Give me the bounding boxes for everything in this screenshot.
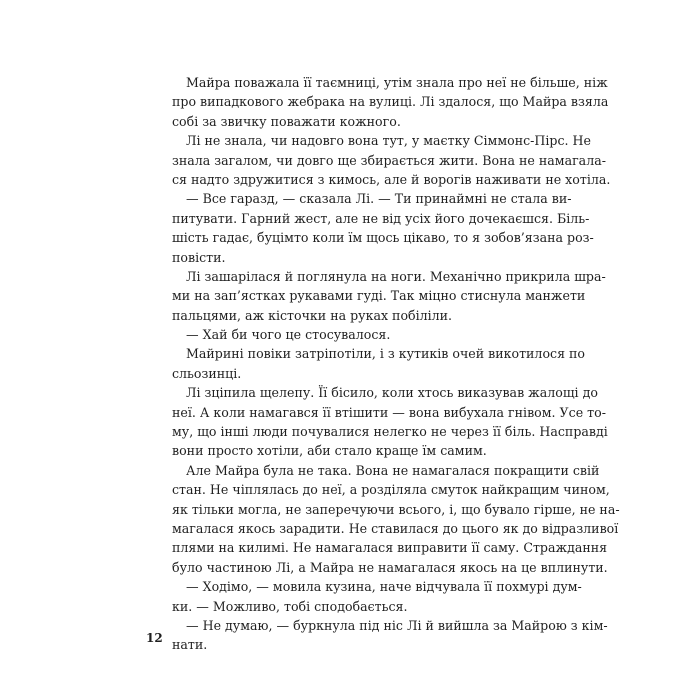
text-line: неї. А коли намагався її втішити — вона вибухала гнівом. Усе то- — [172, 404, 606, 420]
text-line: ми на зап’ястках рукавами гуді. Так міцно стиснула манжети — [172, 288, 586, 304]
text-line: Лі не знала, чи надовго вона тут, у маєтку Сіммонс-Пірс. Не — [186, 133, 591, 149]
text-line: про випадкового жебрака на вулиці. Лі здалося, що Майра взяла — [172, 94, 609, 110]
text-line: питувати. Гарний жест, але не від усіх його дочекаєшся. Біль- — [172, 210, 590, 226]
text-line: магалася якось зарадити. Не ставилася до цього як до відразливої — [172, 520, 619, 536]
text-line: ки. — Можливо, тобі сподобається. — [172, 598, 408, 614]
text-line: вони просто хотіли, аби стало краще їм самим. — [172, 443, 487, 459]
text-line: собі за звичку поважати кожного. — [172, 113, 401, 129]
body-text — [172, 73, 620, 655]
text-line: — Не думаю, — буркнула під ніс Лі й вийшла за Майрою з кім- — [186, 617, 608, 633]
text-line: Лі зашарілася й поглянула на ноги. Механічно прикрила шра- — [186, 268, 606, 284]
text-line: нати. — [172, 637, 208, 653]
text-line: стан. Не чіплялась до неї, а розділяла смуток найкращим чином, — [172, 482, 610, 498]
text-line: Лі зціпила щелепу. Її бісило, коли хтось виказував жалощі до — [186, 385, 598, 401]
text-line: знала загалом, чи довго ще збирається жити. Вона не намагала- — [172, 152, 606, 168]
text-line: — Хай би чого це стосувалося. — [186, 327, 391, 343]
text-line: пальцями, аж кісточки на руках побіліли. — [172, 307, 453, 323]
text-line: повісти. — [172, 249, 226, 265]
text-line: плями на килимі. Не намагалася виправити її саму. Страждання — [172, 540, 608, 556]
text-line: — Все гаразд, — сказала Лі. — Ти принаймні не стала ви- — [186, 191, 572, 207]
text-line: сльозинці. — [172, 365, 242, 381]
text-line: шість гадає, буцімто коли їм щось цікаво, то я зобов’язана роз- — [172, 230, 594, 246]
page-number: 12 — [146, 631, 163, 645]
text-line: Майра поважала її таємниці, утім знала про неї не більше, ніж — [186, 75, 608, 90]
text-line: як тільки могла, не заперечуючи всього, і, що бувало гірше, не на- — [172, 501, 620, 517]
text-line: му, що інші люди почувалися нелегко не через її біль. Насправді — [172, 424, 608, 440]
text-line: — Ходімо, — мовила кузина, наче відчувала її похмурі дум- — [186, 579, 582, 595]
text-line: ся надто здружитися з кимось, але й ворогів наживати не хотіла. — [172, 171, 611, 187]
text-line: Майрині повіки затріпотіли, і з кутиків очей викотилося по — [186, 346, 585, 362]
text-line: Але Майра була не така. Вона не намагалася покращити свій — [186, 462, 600, 478]
text-line: було частиною Лі, а Майра не намагалася якось на це вплинути. — [172, 559, 608, 575]
